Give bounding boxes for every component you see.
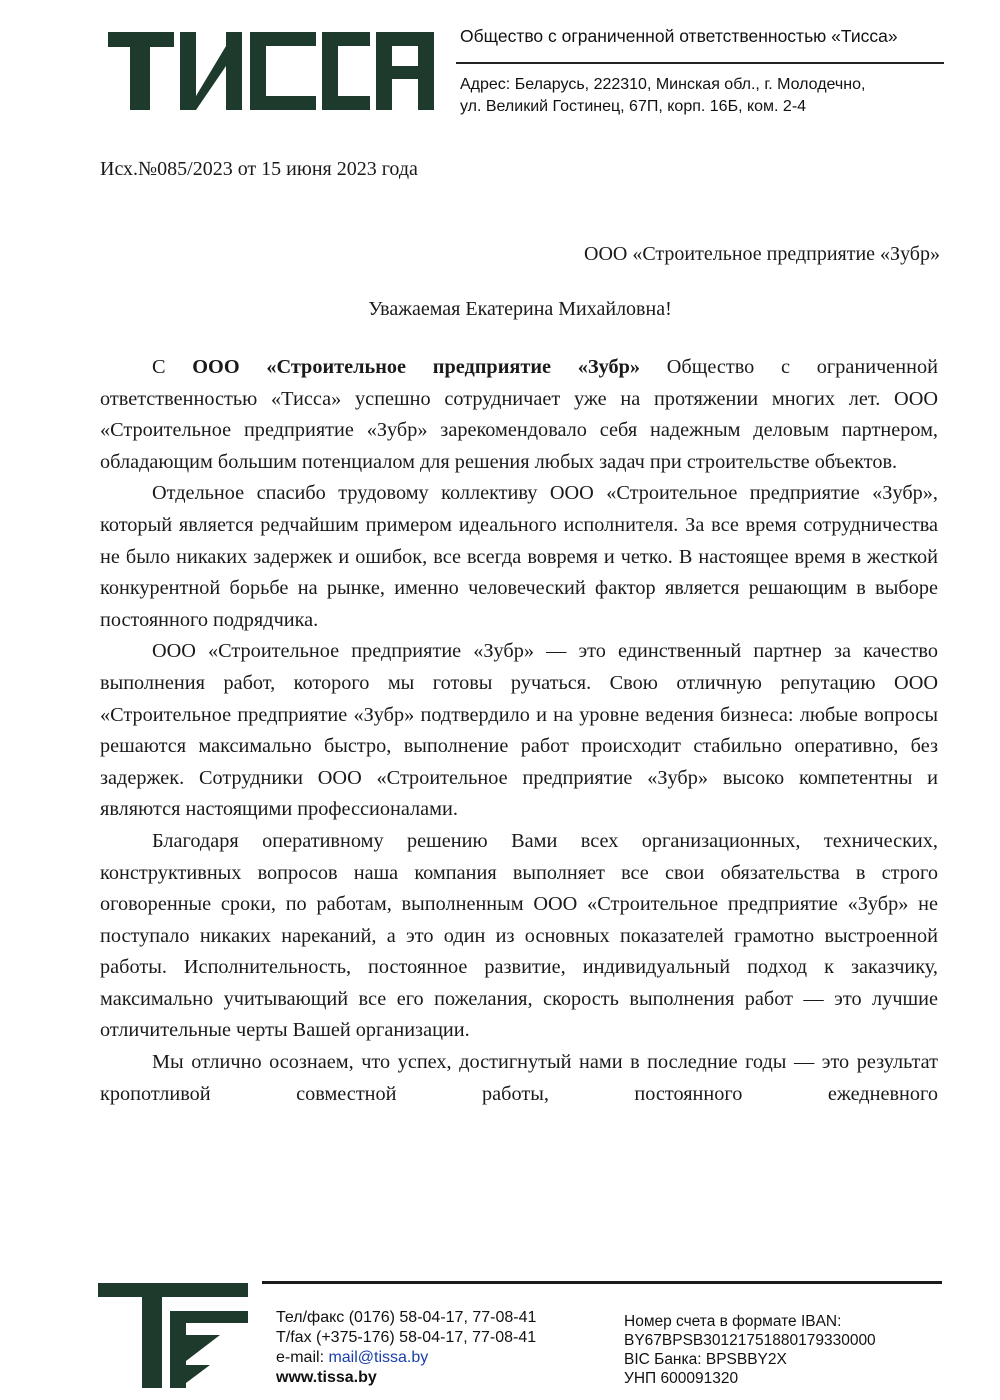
paragraph-5: Мы отлично осознаем, что успех, достигнутый нами в последние годы — это результат кропотливой совместной работы, постоянного ежедневного [100, 1051, 938, 1105]
fax-line: T/fax (+375-176) 58-04-17, 77-08-41 [276, 1329, 537, 1346]
header-divider [456, 62, 944, 64]
p1-prefix: С [152, 356, 193, 378]
email-label: e-mail: [276, 1349, 329, 1366]
website-link[interactable]: www.tissa.by [276, 1369, 377, 1386]
iban-label: Номер счета в формате IBAN: [624, 1313, 842, 1330]
bank-details [624, 1312, 876, 1388]
p1-bold-company: ООО «Строительное предприятие «Зубр» [192, 356, 641, 378]
company-name: Общество с ограниченной ответственностью «Тисса» [460, 26, 898, 46]
greeting: Уважаемая Екатерина Михайловна! [368, 298, 672, 320]
contact-info [276, 1308, 536, 1388]
tissa-logo [108, 26, 434, 112]
tissa-emblem-icon [90, 1283, 250, 1388]
p1-rest: Общество с ограниченной ответственностью «Тисса» успешно сотрудничает уже на протяжении многих лет. ООО «Строительное предприятие «Зубр» зарекомендовало себя надежным деловым партнером, обладающим большим потенциалом для решения любых задач при строительстве объектов. [100, 356, 938, 473]
footer-divider [262, 1281, 942, 1284]
company-address [460, 74, 865, 118]
email-link[interactable]: mail@tissa.by [328, 1349, 429, 1366]
bic: BIC Банка: BPSBBY2X [624, 1351, 787, 1368]
paragraph-1 [100, 352, 938, 478]
paragraph-4: Благодаря оперативному решению Вами всех организационных, технических, конструктивных вопросов наша компания выполняет все свои обязательства в строго оговоренные сроки, по работам, выполненным ООО «Строительное предприятие «Зубр» не поступало никаких нареканий, а это один из основных показателей грамотно выстроенной работы. Исполнительность, постоянное развитие, индивидуальный подход к заказчику, максимально учитывающий все его пожелания, скорость выполнения работ — это лучшие отличительные черты Вашей организации. [100, 829, 938, 1042]
unp: УНП 600091320 [624, 1370, 739, 1387]
phone-line: Тел/факс (0176) 58-04-17, 77-08-41 [276, 1309, 537, 1326]
email-line [276, 1348, 536, 1368]
address-line-2: ул. Великий Гостинец, 67П, корп. 16Б, ком. 2-4 [460, 98, 807, 115]
paragraph-3: ООО «Строительное предприятие «Зубр» — это единственный партнер за качество выполнения работ, которого мы готовы ручаться. Свою отличную репутацию ООО «Строительное предприятие «Зубр» подтвердило и на уровне ведения бизнеса: любые вопросы решаются максимально быстро, выполнение работ происходит стабильно оперативно, без задержек. Сотрудники ООО «Строительное предприятие «Зубр» высоко компетентны и являются настоящими профессионалами. [100, 640, 938, 821]
letter-body [100, 352, 938, 1110]
iban-number: BY67BPSB30121751880179330000 [624, 1332, 876, 1349]
address-line-1: Адрес: Беларусь, 222310, Минская обл., г. Молодечно, [460, 76, 866, 93]
recipient: ООО «Строительное предприятие «Зубр» [584, 243, 940, 265]
paragraph-2: Отдельное спасибо трудовому коллективу ООО «Строительное предприятие «Зубр», который является редчайшим примером идеального исполнителя. За все время сотрудничества не было никаких задержек и ошибок, все всегда вовремя и четко. В настоящее время в жесткой конкурентной борьбе на рынке, именно человеческий фактор является решающим в выборе постоянного подрядчика. [100, 482, 938, 631]
outgoing-reference: Исх.№085/2023 от 15 июня 2023 года [100, 158, 418, 180]
